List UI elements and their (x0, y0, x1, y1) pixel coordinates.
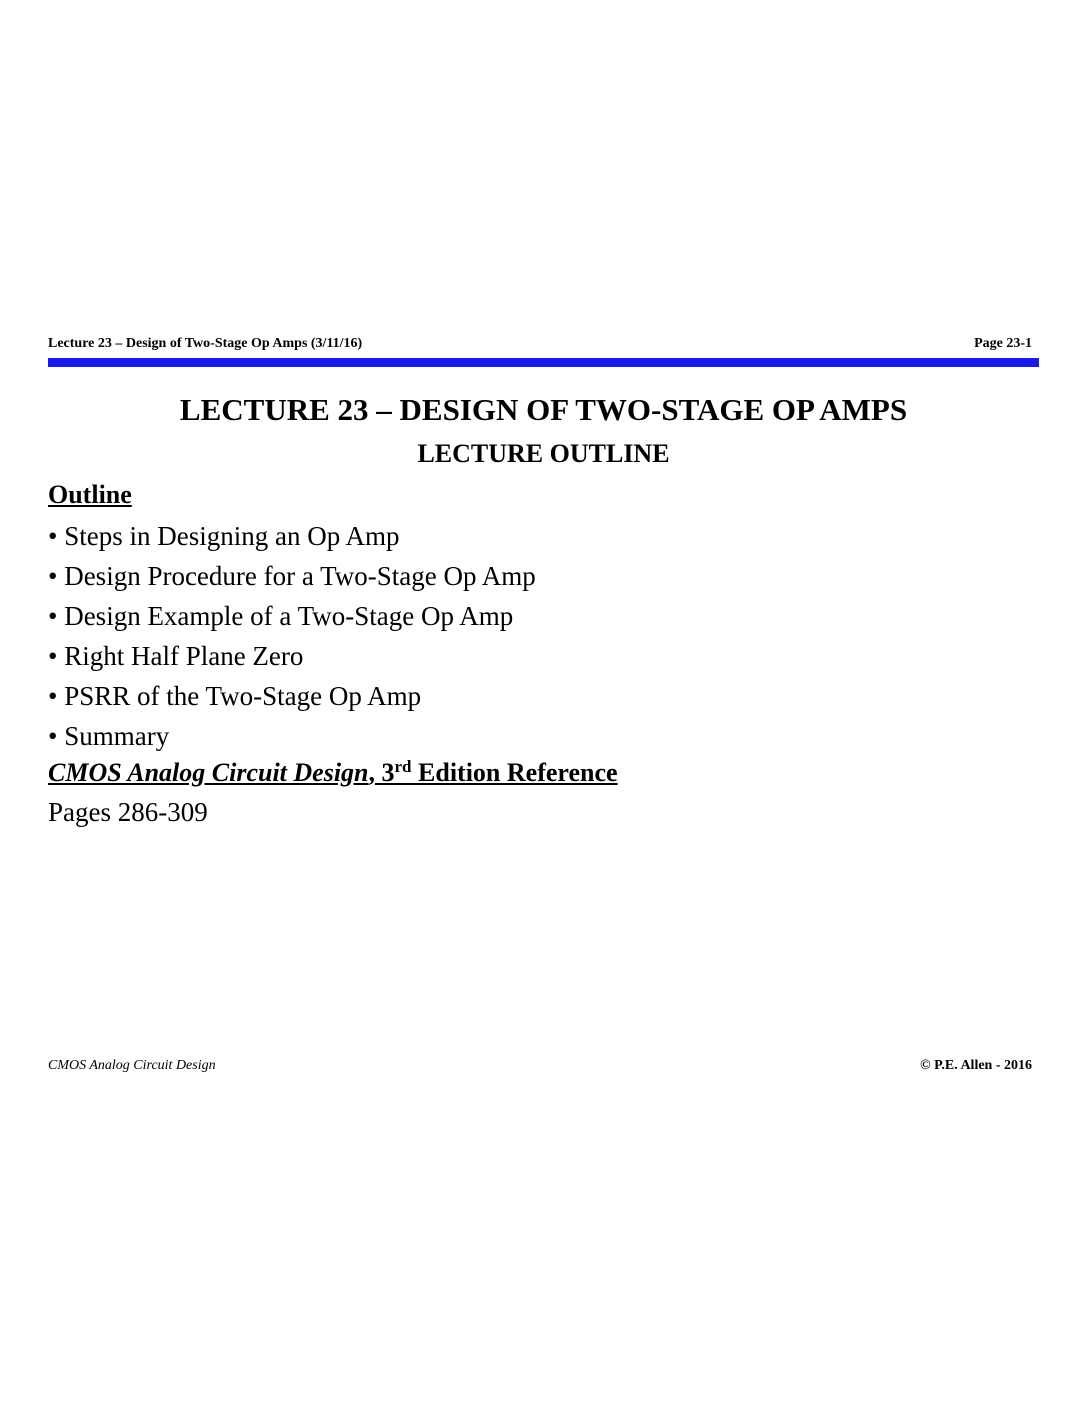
page-subtitle: LECTURE OUTLINE (417, 439, 670, 468)
header-page-number: Page 23-1 (974, 336, 1032, 351)
outline-list (48, 516, 536, 756)
outline-item: • Summary (48, 721, 170, 751)
footer-book-title: CMOS Analog Circuit Design (48, 1058, 216, 1073)
page-title: LECTURE 23 – DESIGN OF TWO-STAGE OP AMPS (179, 392, 908, 427)
footer-copyright: © P.E. Allen - 2016 (920, 1058, 1032, 1073)
outline-item: • Right Half Plane Zero (48, 641, 304, 671)
header-lecture-title: Lecture 23 – Design of Two-Stage Op Amps (3/11/16) (48, 336, 363, 351)
outline-item: • Design Example of a Two-Stage Op Amp (48, 601, 514, 631)
outline-heading: Outline (48, 480, 132, 509)
reference-edition-number: , 3 (368, 758, 395, 787)
reference-pages: Pages 286-309 (48, 797, 208, 827)
reference-edition-suffix: rd (394, 757, 412, 776)
header-divider (48, 358, 1039, 367)
reference-heading (48, 756, 618, 790)
outline-item: • PSRR of the Two-Stage Op Amp (48, 681, 422, 711)
outline-item: • Design Procedure for a Two-Stage Op Amp (48, 561, 536, 591)
outline-item: • Steps in Designing an Op Amp (48, 521, 400, 551)
reference-label: Edition Reference (411, 758, 618, 787)
reference-book-title: CMOS Analog Circuit Design (48, 758, 369, 787)
